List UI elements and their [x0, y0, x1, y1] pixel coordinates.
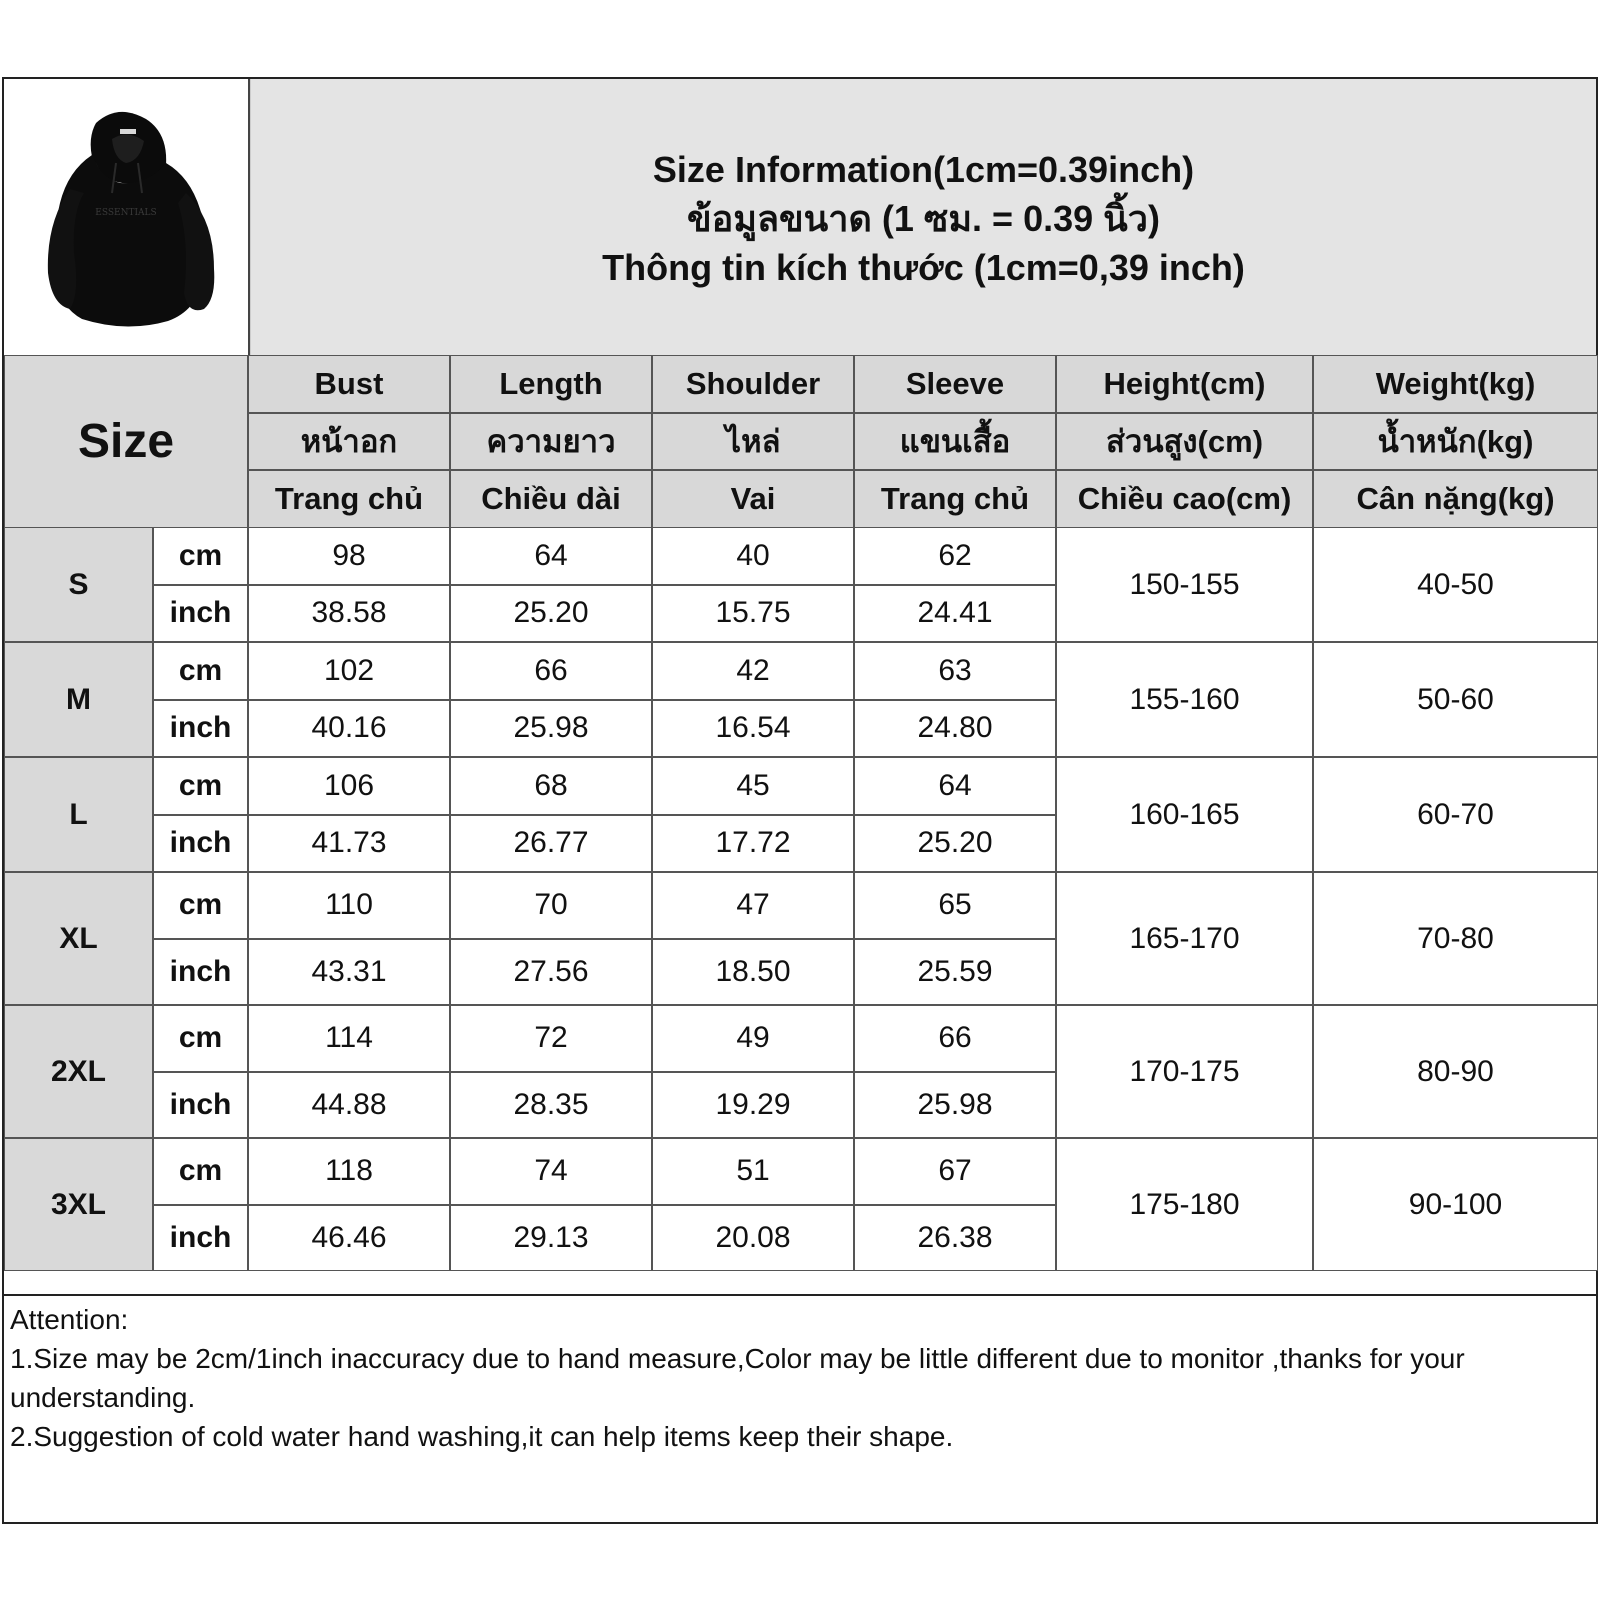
column-header-th: หน้าอก [248, 413, 450, 471]
value-cm: 110 [248, 872, 450, 939]
unit-inch-label: inch [153, 815, 248, 873]
height-range: 150-155 [1056, 527, 1313, 642]
title-english: Size Information(1cm=0.39inch) [652, 149, 1195, 190]
unit-cm-label: cm [153, 757, 248, 815]
value-cm: 106 [248, 757, 450, 815]
value-cm: 70 [450, 872, 652, 939]
value-cm: 64 [854, 757, 1056, 815]
weight-range: 90-100 [1313, 1138, 1598, 1271]
value-inch: 43.31 [248, 939, 450, 1006]
title-vietnamese: Thông tin kích thước (1cm=0,39 inch) [602, 247, 1245, 288]
value-inch: 25.98 [450, 700, 652, 758]
value-inch: 46.46 [248, 1205, 450, 1272]
value-cm: 98 [248, 527, 450, 585]
value-inch: 38.58 [248, 585, 450, 643]
value-inch: 25.20 [854, 815, 1056, 873]
value-cm: 51 [652, 1138, 854, 1205]
column-header-vi: Chiều cao(cm) [1056, 470, 1313, 528]
unit-cm-label: cm [153, 527, 248, 585]
value-cm: 102 [248, 642, 450, 700]
value-inch: 24.41 [854, 585, 1056, 643]
value-cm: 67 [854, 1138, 1056, 1205]
value-cm: 118 [248, 1138, 450, 1205]
value-cm: 49 [652, 1005, 854, 1072]
value-inch: 25.20 [450, 585, 652, 643]
column-header-th: ไหล่ [652, 413, 854, 471]
value-cm: 62 [854, 527, 1056, 585]
value-inch: 41.73 [248, 815, 450, 873]
column-header-en: Weight(kg) [1313, 355, 1598, 413]
value-inch: 19.29 [652, 1072, 854, 1139]
size-name-cell: S [4, 527, 153, 642]
value-cm: 66 [854, 1005, 1056, 1072]
value-inch: 26.38 [854, 1205, 1056, 1272]
value-inch: 27.56 [450, 939, 652, 1006]
height-range: 155-160 [1056, 642, 1313, 757]
size-name-cell: 2XL [4, 1005, 153, 1138]
column-header-en: Height(cm) [1056, 355, 1313, 413]
unit-inch-label: inch [153, 1072, 248, 1139]
height-range: 165-170 [1056, 872, 1313, 1005]
value-cm: 42 [652, 642, 854, 700]
size-name-cell: L [4, 757, 153, 872]
column-header-th: ความยาว [450, 413, 652, 471]
value-inch: 26.77 [450, 815, 652, 873]
value-inch: 44.88 [248, 1072, 450, 1139]
value-cm: 63 [854, 642, 1056, 700]
value-inch: 28.35 [450, 1072, 652, 1139]
value-inch: 24.80 [854, 700, 1056, 758]
column-header-vi: Vai [652, 470, 854, 528]
value-cm: 47 [652, 872, 854, 939]
unit-cm-label: cm [153, 872, 248, 939]
attention-notes [4, 1294, 1596, 1522]
title-banner [250, 79, 1596, 360]
column-header-vi: Trang chủ [248, 470, 450, 528]
size-chart-sheet [2, 77, 1598, 1524]
unit-inch-label: inch [153, 1205, 248, 1272]
size-column-header: Size [4, 355, 248, 528]
column-header-en: Shoulder [652, 355, 854, 413]
column-header-vi: Chiều dài [450, 470, 652, 528]
weight-range: 40-50 [1313, 527, 1598, 642]
value-inch: 29.13 [450, 1205, 652, 1272]
column-header-en: Length [450, 355, 652, 413]
column-header-vi: Cân nặng(kg) [1313, 470, 1598, 528]
hoodie-image [8, 93, 244, 347]
column-header-th: แขนเสื้อ [854, 413, 1056, 471]
value-inch: 17.72 [652, 815, 854, 873]
size-name-cell: M [4, 642, 153, 757]
column-header-vi: Trang chủ [854, 470, 1056, 528]
unit-cm-label: cm [153, 1138, 248, 1205]
notes-heading: Attention: [10, 1304, 129, 1335]
unit-cm-label: cm [153, 642, 248, 700]
value-cm: 114 [248, 1005, 450, 1072]
notes-item-1: 1.Size may be 2cm/1inch inaccuracy due to hand measure,Color may be little different due to monitor ,thanks for your understanding. [10, 1343, 1465, 1413]
value-inch: 25.98 [854, 1072, 1056, 1139]
value-inch: 15.75 [652, 585, 854, 643]
weight-range: 60-70 [1313, 757, 1598, 872]
column-header-en: Sleeve [854, 355, 1056, 413]
weight-range: 70-80 [1313, 872, 1598, 1005]
unit-inch-label: inch [153, 700, 248, 758]
size-name-cell: 3XL [4, 1138, 153, 1271]
value-cm: 64 [450, 527, 652, 585]
title-thai: ข้อมูลขนาด (1 ซม. = 0.39 นิ้ว) [687, 198, 1160, 239]
value-cm: 45 [652, 757, 854, 815]
height-range: 175-180 [1056, 1138, 1313, 1271]
value-cm: 40 [652, 527, 854, 585]
value-inch: 16.54 [652, 700, 854, 758]
value-cm: 68 [450, 757, 652, 815]
unit-inch-label: inch [153, 939, 248, 1006]
column-header-th: น้ำหนัก(kg) [1313, 413, 1598, 471]
height-range: 160-165 [1056, 757, 1313, 872]
unit-inch-label: inch [153, 585, 248, 643]
value-cm: 74 [450, 1138, 652, 1205]
value-cm: 72 [450, 1005, 652, 1072]
value-inch: 18.50 [652, 939, 854, 1006]
notes-item-2: 2.Suggestion of cold water hand washing,it can help items keep their shape. [10, 1421, 954, 1452]
value-inch: 40.16 [248, 700, 450, 758]
value-inch: 25.59 [854, 939, 1056, 1006]
hoodie-chest-logo: ESSENTIALS [95, 208, 157, 218]
product-image-cell [4, 79, 250, 360]
weight-range: 50-60 [1313, 642, 1598, 757]
column-header-th: ส่วนสูง(cm) [1056, 413, 1313, 471]
weight-range: 80-90 [1313, 1005, 1598, 1138]
size-name-cell: XL [4, 872, 153, 1005]
value-cm: 66 [450, 642, 652, 700]
unit-cm-label: cm [153, 1005, 248, 1072]
value-inch: 20.08 [652, 1205, 854, 1272]
height-range: 170-175 [1056, 1005, 1313, 1138]
column-header-en: Bust [248, 355, 450, 413]
value-cm: 65 [854, 872, 1056, 939]
